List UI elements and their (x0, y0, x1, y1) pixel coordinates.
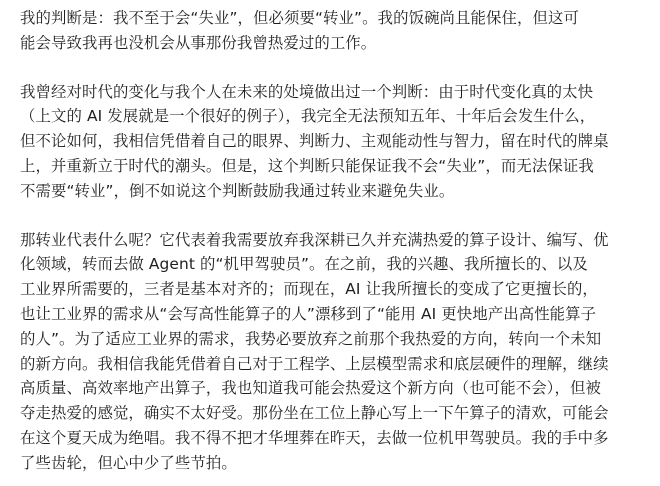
text-line: （上文的 AI 发展就是一个很好的例子），我完全无法预知五年、十年后会发生什么， (20, 107, 596, 126)
paragraph-spacer (20, 56, 644, 80)
text-line: 那转业代表什么呢？它代表着我需要放弃我深耕已久并充满热爱的算子设计、编写、优 (20, 230, 609, 249)
text-line: 化领域，转而去做 Agent 的“机甲驾驶员”。在之前，我的兴趣、我所擅长的、以及 (20, 255, 588, 274)
text-line: 能会导致我再也没机会从事那份我曾热爱过的工作。 (20, 33, 377, 52)
paragraph-3 (20, 228, 644, 476)
text-line: 不需要“转业”，倒不如说这个判断鼓励我通过转业来避免失业。 (20, 181, 455, 200)
text-line: 高质量、高效率地产出算子，我也知道我可能会热爱这个新方向（也可能不会），但被 (20, 379, 601, 398)
text-line: 我曾经对时代的变化与我个人在未来的处境做出过一个判断：由于时代变化真的太快 (20, 82, 594, 101)
paragraph-1 (20, 6, 644, 56)
text-line: 工业界所需要的，三者是基本对齐的；而现在，AI 让我所擅长的变成了它更擅长的， (20, 280, 598, 299)
text-line: 但不论如何，我相信凭借着自己的眼界、判断力、主观能动性与智力，留在时代的牌桌 (20, 132, 609, 151)
paragraph-spacer (20, 204, 644, 228)
paragraph-2 (20, 80, 644, 204)
text-line: 上，并重新立于时代的潮头。但是，这个判断只能保证我不会“失业”，而无法保证我 (20, 156, 594, 175)
text-line: 夺走热爱的感觉，确实不太好受。那份坐在工位上静心写上一下午算子的清欢，可能会 (20, 404, 609, 423)
text-line: 的新方向。我相信我能凭借着自己对于工程学、上层模型需求和底层硬件的理解，继续 (20, 354, 609, 373)
text-line: 我的判断是：我不至于会“失业”，但必须要“转业”。我的饭碗尚且能保住，但这可 (20, 9, 579, 27)
text-line: 在这个夏天成为绝唱。我不得不把才华埋葬在昨天，去做一位机甲驾驶员。我的手中多 (20, 428, 609, 447)
text-line: 的人”。为了适应工业界的需求，我势必要放弃之前那个我热爱的方向，转向一个未知 (20, 329, 602, 348)
text-line: 也让工业界的需求从“会写高性能算子的人”漂移到了“能用 AI 更快地产出高性能算子 (20, 304, 597, 323)
text-line: 了些齿轮，但心中少了些节拍。 (20, 453, 237, 472)
